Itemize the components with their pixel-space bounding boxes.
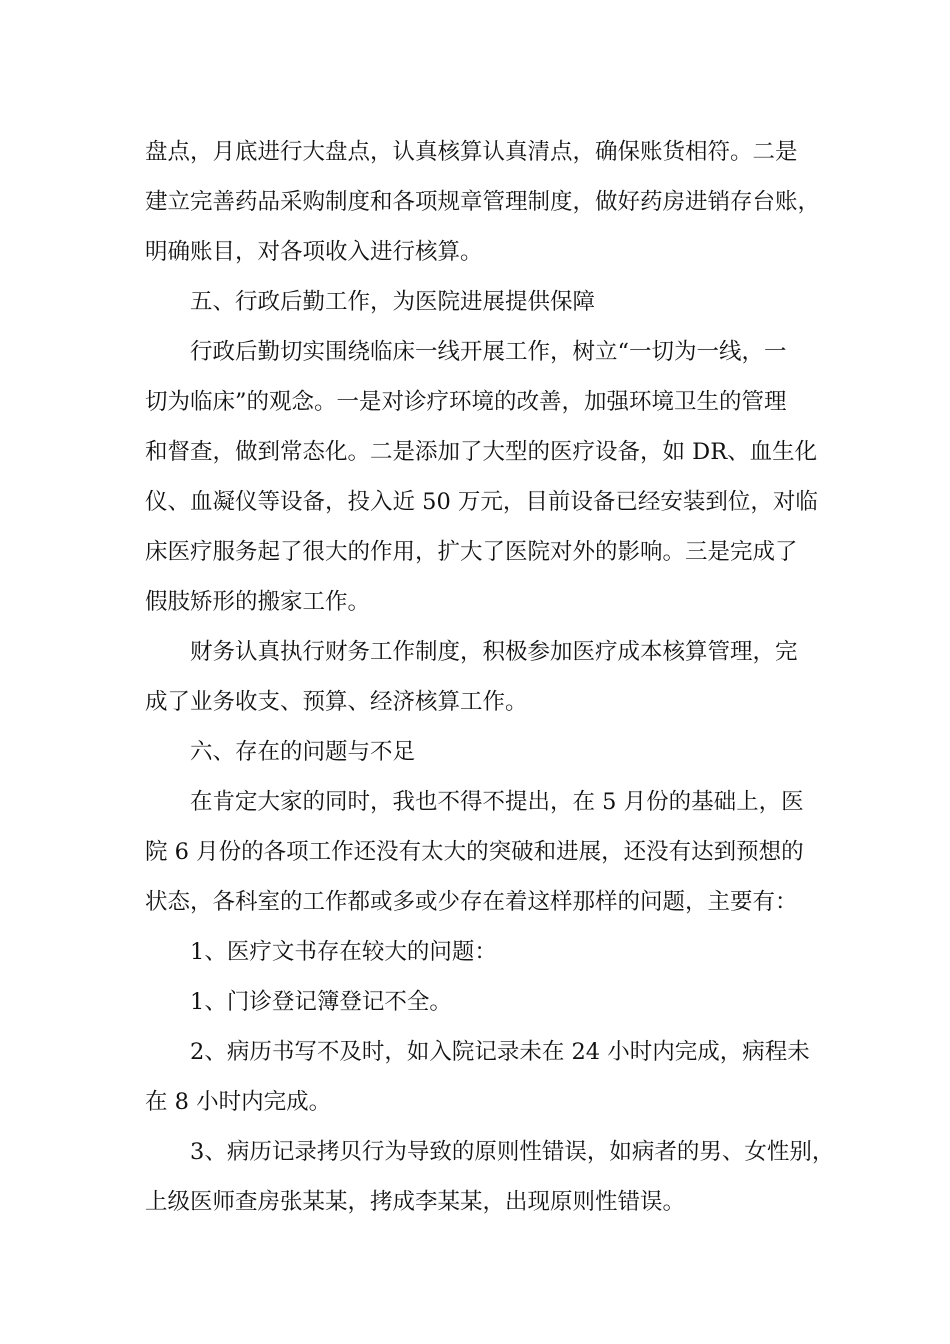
section-heading: 五、行政后勤工作，为医院进展提供保障 bbox=[190, 289, 596, 315]
list-item: 3、病历记录拷贝行为导致的原则性错误，如病者的男、女性别， bbox=[190, 1139, 835, 1165]
document-body bbox=[145, 127, 835, 1227]
text-line: 成了业务收支、预算、经济核算工作。 bbox=[145, 689, 528, 715]
text-line: 和督查，做到常态化。二是添加了大型的医疗设备，如 DR、血生化 bbox=[145, 439, 818, 465]
text-line: 院 6 月份的各项工作还没有太大的突破和进展，还没有达到预想的 bbox=[145, 839, 804, 865]
text-line: 在 8 小时内完成。 bbox=[145, 1089, 332, 1115]
text-line: 状态，各科室的工作都或多或少存在着这样那样的问题，主要有： bbox=[145, 889, 798, 915]
section-heading: 六、存在的问题与不足 bbox=[190, 739, 416, 765]
text-line: 建立完善药品采购制度和各项规章管理制度，做好药房进销存台账， bbox=[145, 189, 821, 215]
list-item: 1、医疗文书存在较大的问题： bbox=[190, 939, 497, 965]
text-line: 行政后勤切实围绕临床一线开展工作，树立“一切为一线，一 bbox=[190, 339, 787, 365]
text-line: 在肯定大家的同时，我也不得不提出，在 5 月份的基础上，医 bbox=[190, 789, 804, 815]
text-line: 明确账目，对各项收入进行核算。 bbox=[145, 239, 483, 265]
list-item: 2、病历书写不及时，如入院记录未在 24 小时内完成，病程未 bbox=[190, 1039, 810, 1065]
text-line: 假肢矫形的搬家工作。 bbox=[145, 589, 371, 615]
text-line: 仪、血凝仪等设备，投入近 50 万元，目前设备已经安装到位，对临 bbox=[145, 489, 818, 515]
text-line: 切为临床”的观念。一是对诊疗环境的改善，加强环境卫生的管理 bbox=[145, 389, 787, 415]
text-line: 上级医师查房张某某，拷成李某某，出现原则性错误。 bbox=[145, 1189, 686, 1215]
list-item: 1、门诊登记簿登记不全。 bbox=[190, 989, 452, 1015]
text-line: 床医疗服务起了很大的作用，扩大了医院对外的影响。三是完成了 bbox=[145, 539, 798, 565]
text-line: 财务认真执行财务工作制度，积极参加医疗成本核算管理，完 bbox=[190, 639, 798, 665]
text-line: 盘点，月底进行大盘点，认真核算认真清点，确保账货相符。二是 bbox=[145, 139, 798, 165]
